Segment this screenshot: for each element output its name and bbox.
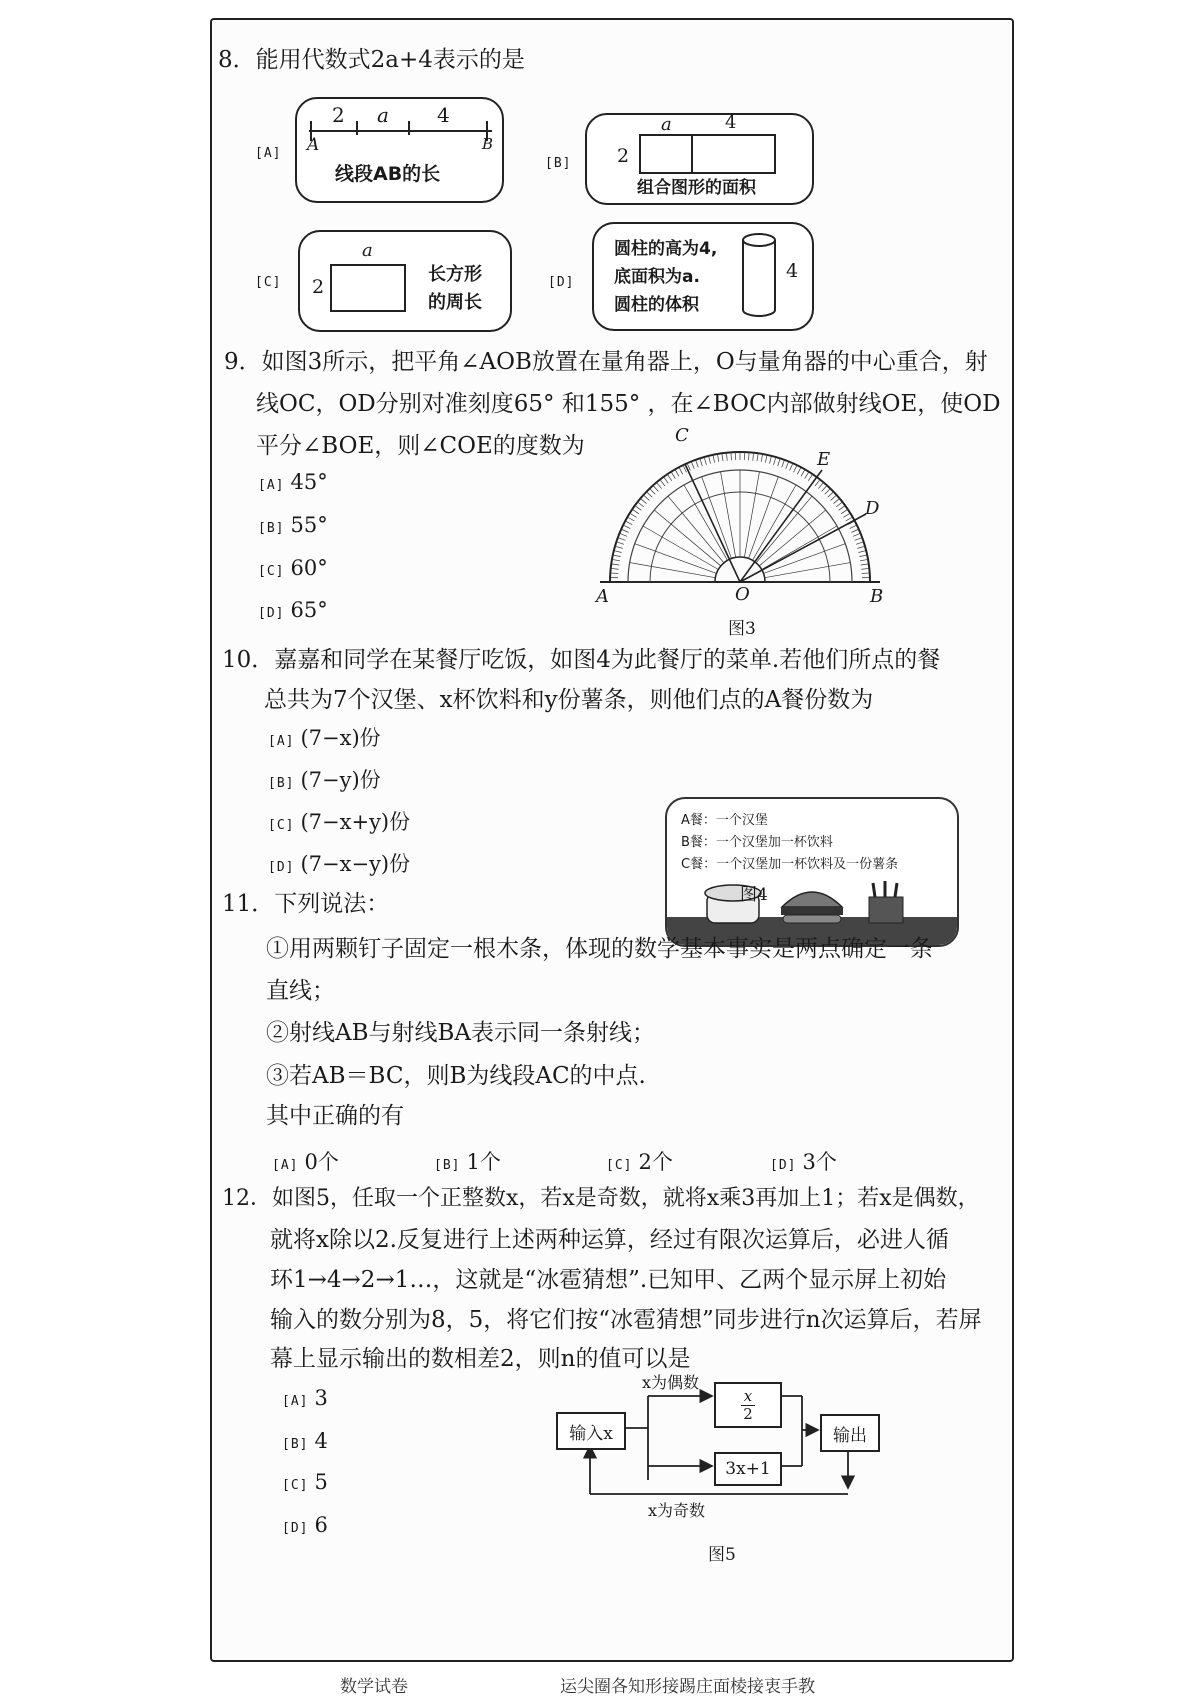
protractor-minor-tick — [833, 498, 839, 503]
protractor-tick — [749, 477, 779, 559]
q9-option-a-text: 45° — [290, 470, 328, 494]
protractor-minor-tick — [808, 474, 812, 481]
protractor-minor-tick — [619, 533, 626, 536]
protractor-minor-tick — [825, 488, 831, 494]
q11-option-c-text: 2个 — [638, 1150, 673, 1174]
q12-line3: 环1→4→2→1…，这就是“冰雹猜想”.已知甲、乙两个显示屏上初始 — [270, 1267, 947, 1293]
cylinder-figure — [740, 230, 780, 322]
q11-option-a-text: 0个 — [304, 1150, 339, 1174]
q9-option-b-text: 55° — [290, 513, 328, 537]
protractor-minor-tick — [774, 457, 776, 465]
figure4-caption: 图4 — [740, 885, 768, 905]
q12-line5: 幕上显示输出的数相差2，则n的值可以是 — [270, 1346, 691, 1372]
flow-triple-box: 3x+1 — [714, 1452, 782, 1486]
q10-option-d-text: (7−x−y)份 — [300, 852, 411, 876]
protractor-minor-tick — [722, 453, 723, 461]
flow-even-label: x为偶数 — [642, 1373, 700, 1392]
protractor-minor-tick — [815, 480, 820, 486]
q8-option-c-card[interactable] — [298, 230, 512, 332]
q10-option-a[interactable] — [268, 722, 381, 752]
protractor-minor-tick — [691, 461, 694, 468]
q8-option-d-card[interactable] — [592, 222, 814, 331]
q9-option-a[interactable] — [258, 470, 328, 494]
q12-option-c-tag: [C] — [282, 1478, 309, 1493]
protractor-minor-tick — [790, 463, 793, 470]
q9-option-d-tag: [D] — [258, 606, 285, 621]
q12-option-a[interactable] — [282, 1386, 328, 1410]
protractor-minor-tick — [643, 495, 649, 500]
q10-line1: 10．嘉嘉和同学在某餐厅吃饭，如图4为此餐厅的菜单.若他们所点的餐 — [222, 647, 941, 673]
q11-option-c-tag: [C] — [606, 1158, 633, 1173]
protractor-minor-tick — [831, 495, 837, 500]
protractor-minor-tick — [656, 482, 661, 488]
protractor-minor-tick — [623, 525, 630, 529]
q12-option-a-tag: [A] — [282, 1394, 309, 1409]
protractor-minor-tick — [861, 568, 869, 569]
rect-a-part — [639, 134, 693, 174]
protractor-minor-tick — [704, 457, 706, 465]
rect-4-part — [689, 134, 776, 174]
q8-option-b-caption: 组合图形的面积 — [637, 178, 756, 198]
segment-label-4: 4 — [437, 103, 450, 127]
menu-item-b: B餐：一个汉堡加一杯饮料 — [681, 835, 833, 850]
rect-top-4: 4 — [725, 112, 737, 133]
q11-option-d-tag: [D] — [770, 1158, 797, 1173]
protractor-minor-tick — [828, 492, 834, 498]
q9-option-a-tag: [A] — [258, 478, 285, 493]
protractor-minor-tick — [614, 551, 622, 553]
flow-half-numerator: x — [741, 1388, 755, 1406]
q8-option-b-tag: [B] — [545, 156, 572, 171]
protractor-minor-tick — [862, 573, 870, 574]
q12-option-d-text: 6 — [314, 1513, 328, 1537]
protractor-minor-tick — [859, 555, 867, 557]
protractor-minor-tick — [650, 488, 656, 494]
protractor-minor-tick — [836, 502, 842, 507]
q11-statement1b: 直线； — [266, 978, 335, 1004]
q10-option-b[interactable] — [268, 764, 381, 794]
protractor-minor-tick — [616, 542, 624, 544]
protractor-minor-tick — [635, 506, 641, 511]
protractor-minor-tick — [717, 454, 718, 462]
flow-output-box: 输出 — [820, 1414, 880, 1452]
q11-ask: 其中正确的有 — [266, 1103, 404, 1129]
protractor-minor-tick — [726, 453, 727, 461]
q11-option-d-text: 3个 — [802, 1150, 837, 1174]
protractor-minor-tick — [630, 513, 637, 517]
protractor-minor-tick — [753, 453, 754, 461]
q9-option-c[interactable] — [258, 556, 328, 580]
protractor-minor-tick — [713, 455, 715, 463]
point-b-label: B — [482, 135, 494, 153]
menu-item-a: A餐：一个汉堡 — [681, 813, 768, 828]
protractor-minor-tick — [667, 474, 671, 481]
q9-option-b-tag: [B] — [258, 521, 285, 536]
protractor-tick — [702, 477, 732, 559]
protractor-minor-tick — [615, 546, 623, 548]
protractor-minor-tick — [731, 452, 732, 460]
protractor-minor-tick — [761, 454, 762, 462]
cylinder-line2: 底面积为a. — [614, 267, 700, 287]
flow-input-box: 输入x — [556, 1412, 626, 1450]
protractor-minor-tick — [664, 477, 669, 483]
protractor-minor-tick — [618, 538, 626, 541]
protractor-minor-tick — [679, 467, 683, 474]
segment-label-2: 2 — [332, 103, 345, 127]
q11-statement3: ③若AB＝BC，则B为线段AC的中点. — [266, 1063, 646, 1089]
q11-statement1a: ①用两颗钉子固定一根木条，体现的数学基本事实是两点确定一条 — [266, 936, 933, 962]
q10-line2: 总共为7个汉堡、x杯饮料和y份薯条，则他们点的A餐份数为 — [264, 687, 874, 713]
q8-option-d-tag: [D] — [548, 275, 575, 290]
q11-option-a-tag: [A] — [272, 1158, 299, 1173]
q10-option-a-tag: [A] — [268, 734, 295, 749]
figure5-caption: 图5 — [708, 1545, 736, 1565]
q10-option-c-tag: [C] — [268, 818, 295, 833]
protractor-tick — [630, 563, 716, 578]
q10-option-d-tag: [D] — [268, 860, 295, 875]
protractor-minor-tick — [782, 460, 785, 468]
rectangle-top-a: a — [362, 240, 373, 261]
q12-option-b[interactable] — [282, 1429, 328, 1453]
cylinder-height-4: 4 — [786, 260, 799, 282]
protractor-minor-tick — [611, 568, 619, 569]
protractor-minor-tick — [805, 472, 809, 479]
q8-option-a-card[interactable] — [295, 97, 504, 203]
q11-option-d[interactable] — [770, 1146, 837, 1176]
q8-option-b-card[interactable] — [585, 113, 814, 205]
protractor-minor-tick — [770, 456, 772, 464]
protractor-minor-tick — [846, 517, 853, 521]
protractor-minor-tick — [839, 506, 845, 511]
protractor-minor-tick — [853, 533, 860, 536]
protractor-minor-tick — [632, 509, 639, 513]
protractor-label-a: A — [596, 586, 609, 607]
protractor-minor-tick — [613, 555, 621, 557]
segment-label-a: a — [377, 103, 389, 127]
protractor-minor-tick — [646, 492, 652, 498]
flow-odd-label: x为奇数 — [648, 1501, 706, 1520]
protractor-minor-tick — [843, 513, 850, 517]
protractor-minor-tick — [801, 469, 805, 476]
footer-right: 运尖圈各知形接踢庄面棱接衷手教 — [560, 1677, 815, 1697]
cylinder-line1: 圆柱的高为4, — [614, 239, 718, 259]
flow-half-denominator: 2 — [743, 1404, 753, 1423]
q10-option-c-text: (7−x+y)份 — [300, 810, 411, 834]
protractor-minor-tick — [757, 453, 758, 461]
protractor-minor-tick — [653, 485, 658, 491]
q8-stem: 8．能用代数式2a+4表示的是 — [218, 47, 525, 73]
protractor-label-e: E — [817, 449, 831, 470]
q9-line3: 平分∠BOE，则∠COE的度数为 — [256, 433, 585, 459]
protractor-minor-tick — [858, 551, 866, 553]
rect-top-a: a — [661, 114, 672, 135]
q8-option-a-tag: [A] — [255, 146, 282, 161]
q11-stem: 11．下列说法： — [222, 891, 390, 917]
rectangle-shape — [330, 264, 406, 312]
protractor-label-c: C — [675, 425, 689, 446]
point-a-label: A — [307, 135, 320, 155]
q12-option-b-tag: [B] — [282, 1437, 309, 1452]
menu-food-illustration — [677, 877, 947, 925]
q12-option-b-text: 4 — [314, 1429, 328, 1453]
q10-option-b-tag: [B] — [268, 776, 295, 791]
protractor-minor-tick — [860, 559, 868, 560]
q12-line1: 12．如图5，任取一个正整数x，若x是奇数，就将x乘3再加上1；若x是偶数， — [222, 1186, 980, 1211]
q12-option-a-text: 3 — [314, 1386, 328, 1410]
q11-statement2: ②射线AB与射线BA表示同一条射线； — [266, 1020, 656, 1046]
flow-half-box — [714, 1382, 782, 1428]
q9-option-c-text: 60° — [290, 556, 328, 580]
q11-option-b-text: 1个 — [466, 1150, 501, 1174]
protractor-minor-tick — [610, 573, 618, 574]
q8-option-a-caption: 线段AB的长 — [335, 163, 441, 185]
q9-line2: 线OC，OD分别对准刻度65° 和155° ，在∠BOC内部做射线OE，使OD — [256, 391, 1001, 417]
protractor-minor-tick — [850, 525, 857, 529]
q12-line4: 输入的数分别为8，5，将它们按“冰雹猜想”同步进行n次运算后，若屏 — [270, 1307, 982, 1333]
protractor-minor-tick — [857, 546, 865, 548]
q10-option-d[interactable] — [268, 848, 410, 878]
protractor-minor-tick — [765, 455, 767, 463]
protractor-minor-tick — [612, 559, 620, 560]
q11-option-c[interactable] — [606, 1146, 673, 1176]
figure3-caption: 图3 — [728, 619, 756, 639]
protractor-minor-tick — [856, 542, 864, 544]
q9-option-d[interactable] — [258, 598, 328, 622]
segment-ab-figure — [297, 99, 502, 159]
protractor-minor-tick — [621, 529, 628, 532]
protractor-tick — [744, 472, 759, 558]
protractor-minor-tick — [625, 521, 632, 525]
protractor-label-o: O — [735, 584, 750, 605]
footer-left: 数学试卷 — [340, 1677, 408, 1697]
menu-item-c: C餐：一个汉堡加一杯饮料及一份薯条 — [681, 857, 899, 872]
rectangle-side-2: 2 — [312, 276, 325, 298]
q8-option-c-tag: [C] — [255, 275, 282, 290]
cylinder-line3: 圆柱的体积 — [614, 295, 699, 315]
protractor-minor-tick — [638, 502, 644, 507]
protractor-minor-tick — [611, 564, 619, 565]
protractor-minor-tick — [660, 480, 665, 486]
protractor-minor-tick — [749, 452, 750, 460]
protractor-minor-tick — [709, 456, 711, 464]
protractor-minor-tick — [786, 461, 789, 468]
q9-line1: 9．如图3所示，把平角∠AOB放置在量角器上，O与量角器的中心重合，射 — [224, 349, 988, 375]
q12-option-d[interactable] — [282, 1513, 328, 1537]
protractor-minor-tick — [818, 482, 823, 488]
protractor-minor-tick — [627, 517, 634, 521]
protractor-minor-tick — [822, 485, 827, 491]
protractor-minor-tick — [841, 509, 848, 513]
q9-option-b[interactable] — [258, 513, 328, 537]
q9-option-c-tag: [C] — [258, 564, 285, 579]
rect-side-2: 2 — [617, 145, 630, 167]
protractor-minor-tick — [696, 460, 699, 468]
q12-line2: 就将x除以2.反复进行上述两种运算，经过有限次运算后，必进人循 — [270, 1227, 949, 1253]
protractor-minor-tick — [797, 467, 801, 474]
q10-option-a-text: (7−x)份 — [300, 726, 381, 750]
protractor-minor-tick — [855, 538, 863, 541]
q11-option-b-tag: [B] — [434, 1158, 461, 1173]
q10-option-c[interactable] — [268, 806, 410, 836]
protractor-tick — [765, 563, 851, 578]
q12-option-d-tag: [D] — [282, 1521, 309, 1536]
protractor-figure — [590, 428, 890, 608]
protractor-minor-tick — [793, 465, 797, 472]
protractor-minor-tick — [640, 498, 646, 503]
protractor-label-d: D — [865, 498, 880, 519]
q12-option-c[interactable] — [282, 1470, 328, 1494]
protractor-minor-tick — [851, 529, 858, 532]
protractor-minor-tick — [700, 458, 702, 466]
protractor-minor-tick — [671, 472, 675, 479]
q12-option-c-text: 5 — [314, 1470, 328, 1494]
protractor-minor-tick — [778, 458, 780, 466]
q9-option-d-text: 65° — [290, 598, 328, 622]
protractor-minor-tick — [861, 564, 869, 565]
q10-option-b-text: (7−y)份 — [300, 768, 381, 792]
protractor-minor-tick — [675, 469, 679, 476]
protractor-tick — [635, 544, 717, 574]
restaurant-menu — [665, 797, 959, 947]
q11-option-a[interactable] — [272, 1146, 339, 1176]
q8-option-c-caption1: 长方形 — [428, 264, 482, 285]
q8-option-c-caption2: 的周长 — [428, 292, 482, 313]
q11-option-b[interactable] — [434, 1146, 501, 1176]
protractor-label-b: B — [870, 586, 884, 607]
